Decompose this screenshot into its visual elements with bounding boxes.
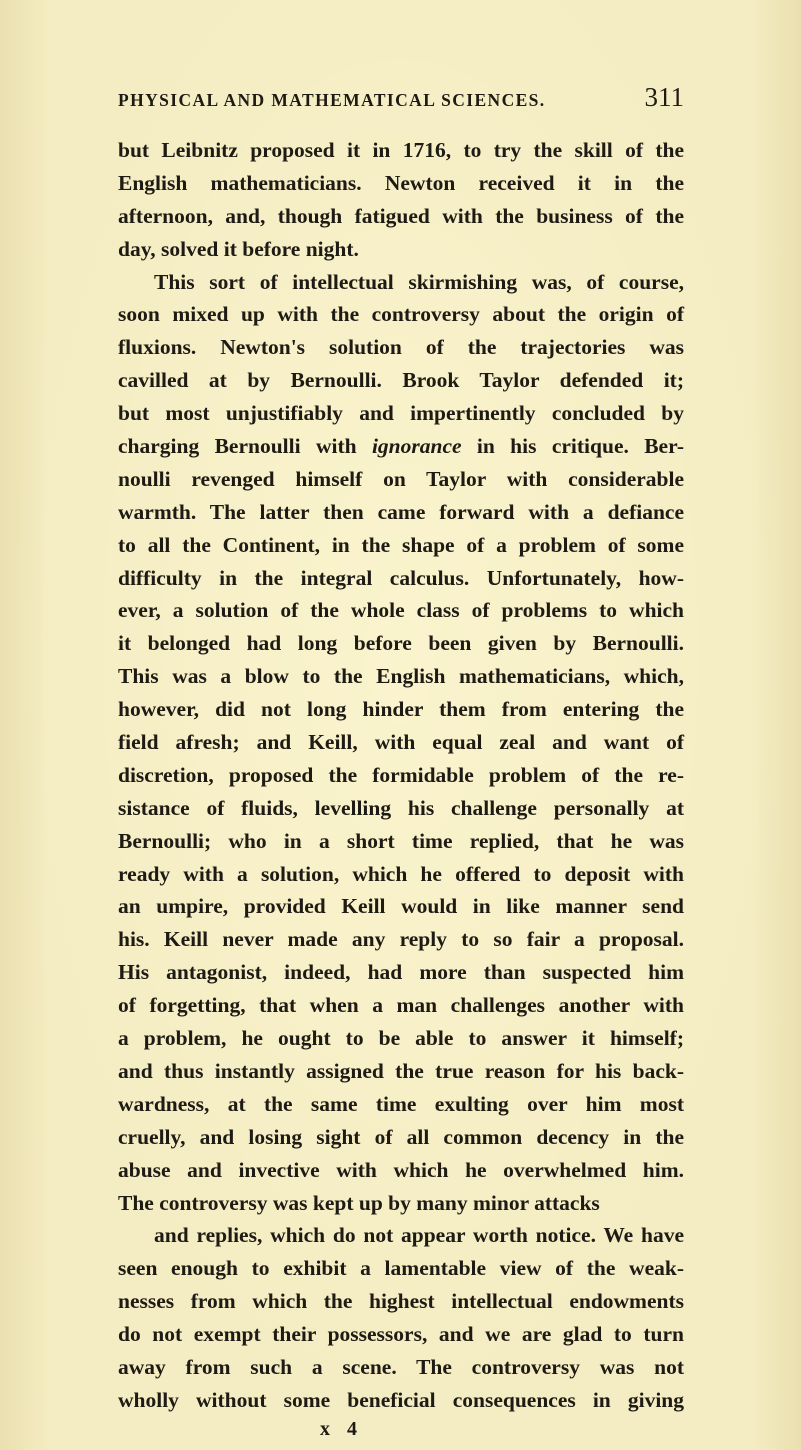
text-line: a problem, he ought to be able to answer it himself;	[118, 1026, 684, 1051]
text-line: but most unjustifiably and impertinently concluded by	[118, 401, 684, 426]
text-segment: charging Bernoulli with	[118, 434, 357, 459]
text-line: warmth. The latter then came forward with a defiance	[118, 499, 684, 524]
text-line: afternoon, and, though fatigued with the business of the	[118, 203, 684, 228]
text-line: This sort of intellectual skirmishing was, of course,	[154, 269, 684, 294]
text-line: wardness, at the same time exulting over him most	[118, 1091, 684, 1116]
running-title: PHYSICAL AND MATHEMATICAL SCIENCES.	[118, 90, 546, 110]
text-segment: in his critique. Ber-	[476, 434, 685, 459]
text-line: but Leibnitz proposed it in 1716, to try the skill of the	[118, 138, 684, 162]
text-line: ever, a solution of the whole class of problems to which	[118, 598, 684, 623]
text-line: abuse and invective with which he overwhelmed him.	[118, 1157, 684, 1182]
text-line: however, did not long hinder them from entering the	[118, 697, 684, 722]
text-line: sistance of fluids, levelling his challenge personally at	[118, 795, 684, 820]
text-line-with-italic	[118, 430, 684, 463]
text-line: his. Keill never made any reply to so fair a proposal.	[118, 927, 684, 952]
signature-mark: x 4	[320, 1418, 363, 1440]
text-line: nesses from which the highest intellectual endowments	[118, 1289, 684, 1314]
running-head	[118, 82, 684, 116]
text-line: and thus instantly assigned the true reason for his back-	[118, 1058, 684, 1083]
text-line: The controversy was kept up by many minor attacks	[118, 1190, 600, 1215]
text-line: to all the Continent, in the shape of a problem of some	[118, 532, 684, 557]
text-line: cavilled at by Bernoulli. Brook Taylor defended it;	[118, 368, 684, 393]
text-line: discretion, proposed the formidable problem of the re-	[118, 762, 684, 787]
text-line: difficulty in the integral calculus. Unfortunately, how-	[118, 565, 684, 590]
text-line: fluxions. Newton's solution of the trajectories was	[118, 335, 684, 360]
text-line: This was a blow to the English mathematicians, which,	[118, 664, 684, 689]
italic-term: ignorance	[371, 434, 462, 459]
text-line: ready with a solution, which he offered to deposit with	[118, 861, 684, 886]
text-line: wholly without some beneficial consequences in giving	[118, 1387, 684, 1412]
text-line: seen enough to exhibit a lamentable view of the weak-	[118, 1256, 684, 1281]
text-line: Bernoulli; who in a short time replied, that he was	[118, 828, 684, 853]
text-line: cruelly, and losing sight of all common decency in the	[118, 1124, 684, 1149]
text-line: and replies, which do not appear worth notice. We have	[154, 1223, 684, 1248]
text-line: field afresh; and Keill, with equal zeal and want of	[118, 730, 684, 755]
text-line: of forgetting, that when a man challenges another with	[118, 993, 684, 1018]
page-number: 311	[644, 82, 684, 112]
text-line: an umpire, provided Keill would in like manner send	[118, 894, 684, 919]
text-line	[118, 1417, 684, 1450]
text-line: away from such a scene. The controversy was not	[118, 1354, 684, 1379]
body-text	[118, 134, 684, 1450]
text-line: day, solved it before night.	[118, 236, 359, 261]
text-line: soon mixed up with the controversy about the origin of	[118, 302, 684, 327]
text-line: do not exempt their possessors, and we are glad to turn	[118, 1322, 684, 1347]
text-line: noulli revenged himself on Taylor with considerable	[118, 466, 684, 491]
text-line: His antagonist, indeed, had more than suspected him	[118, 960, 684, 985]
text-line: English mathematicians. Newton received it in the	[118, 170, 684, 195]
text-line: it belonged had long before been given by Bernoulli.	[118, 631, 684, 656]
